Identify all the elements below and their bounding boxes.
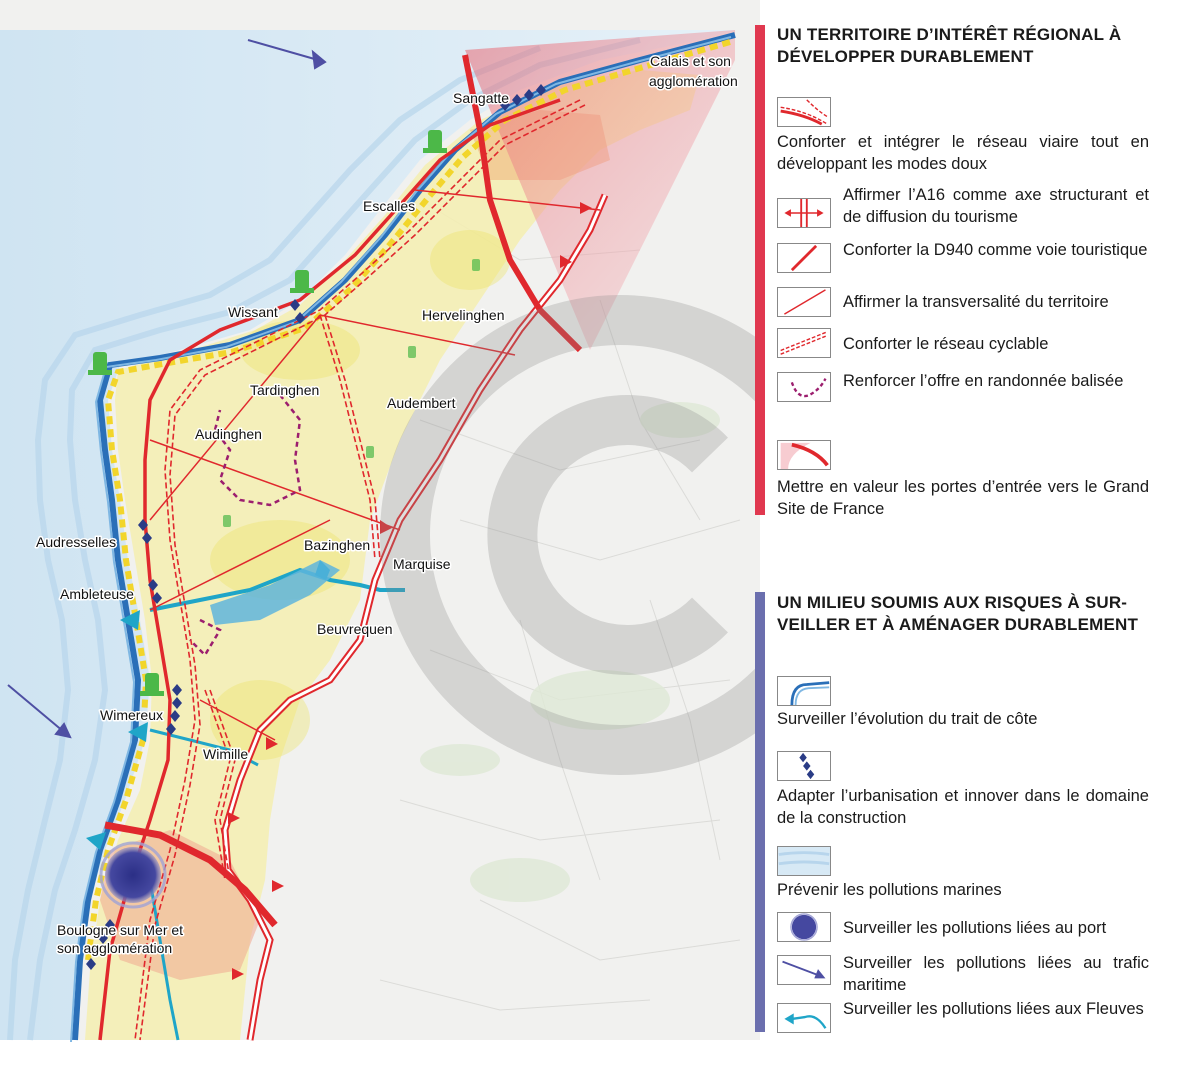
place-label: Audembert	[387, 395, 456, 411]
section2-title-line2: VEILLER ET À AMÉNAGER DURABLEMENT	[777, 615, 1139, 634]
section2-bar	[755, 592, 765, 1032]
place-label: Wissant	[228, 304, 278, 320]
entry-gate-icon	[777, 440, 831, 470]
place-label: Boulogne sur Mer et	[57, 922, 184, 938]
legend-cycle-text: Conforter le réseau cyclable	[843, 335, 1049, 353]
place-label: Hervelinghen	[422, 307, 505, 323]
legend-maritime-text: Surveiller les pollutions liées au trafic maritime	[843, 954, 1149, 994]
place-label: Bazinghen	[304, 537, 371, 553]
place-label: Beuvrequen	[317, 621, 393, 637]
place-label: Tardinghen	[250, 382, 320, 398]
section1-title-line1: UN TERRITOIRE D’INTÉRÊT RÉGIONAL À	[777, 25, 1122, 44]
hiking-trail-icon	[777, 372, 831, 402]
place-label: Audinghen	[195, 426, 262, 442]
river-pollution-icon	[777, 1003, 831, 1033]
legend-port-text: Surveiller les pollutions liées au port	[843, 919, 1107, 937]
place-label: Sangatte	[453, 90, 510, 106]
place-label: Ambleteuse	[60, 586, 134, 602]
place-label: agglomération	[649, 73, 738, 89]
maritime-traffic-icon	[777, 955, 831, 985]
legend-d940-text: Conforter la D940 comme voie touristique	[843, 241, 1148, 259]
legend-transversal-text: Affirmer la transversalité du territoire	[843, 293, 1109, 311]
legend-road-network-text: Conforter et intégrer le réseau viaire tout en développant les modes doux	[777, 133, 1149, 173]
legend-a16-text: Affirmer l’A16 comme axe structurant et de diffusion du tourisme	[843, 186, 1149, 226]
legend-coastline-text: Surveiller l’évolution du trait de côte	[777, 710, 1038, 728]
legend-entry-gate-text: Mettre en valeur les portes d’entrée vers le Grand Site de France	[777, 478, 1149, 518]
legend-marine-text: Prévenir les pollutions marines	[777, 881, 1002, 899]
section1-title	[777, 24, 1172, 68]
legend-river-text: Surveiller les pollutions liées aux Fleuves	[843, 1000, 1144, 1018]
legend-panel	[755, 0, 1181, 1068]
urbanisation-icon	[777, 751, 831, 781]
place-label: Wimereux	[100, 707, 164, 723]
section2-title	[777, 592, 1172, 636]
cycle-path-icon	[777, 328, 831, 358]
place-label: Audresselles	[36, 534, 117, 550]
place-label: Escalles	[363, 198, 416, 214]
port-pollution-icon	[777, 912, 831, 942]
a16-motorway-icon	[777, 198, 831, 228]
place-label: Wimille	[203, 746, 249, 762]
d940-road-icon	[777, 243, 831, 273]
section2-title-line1: UN MILIEU SOUMIS AUX RISQUES À SUR-	[777, 593, 1128, 612]
marine-pollution-icon	[777, 846, 831, 876]
legend-hiking-text: Renforcer l’offre en randonnée balisée	[843, 372, 1124, 390]
section1-bar	[755, 25, 765, 515]
coastline-icon	[777, 676, 831, 706]
section1-title-line2: DÉVELOPPER DURABLEMENT	[777, 47, 1034, 66]
transversal-line-icon	[777, 287, 831, 317]
road-network-icon	[777, 97, 831, 127]
place-label: son agglomération	[57, 940, 173, 956]
place-label: Calais et son	[650, 53, 731, 69]
port-pollution-marker	[105, 847, 161, 903]
place-label: Marquise	[393, 556, 451, 572]
legend-urbanisation-text: Adapter l’urbanisation et innover dans le domaine de la construction	[777, 787, 1149, 827]
